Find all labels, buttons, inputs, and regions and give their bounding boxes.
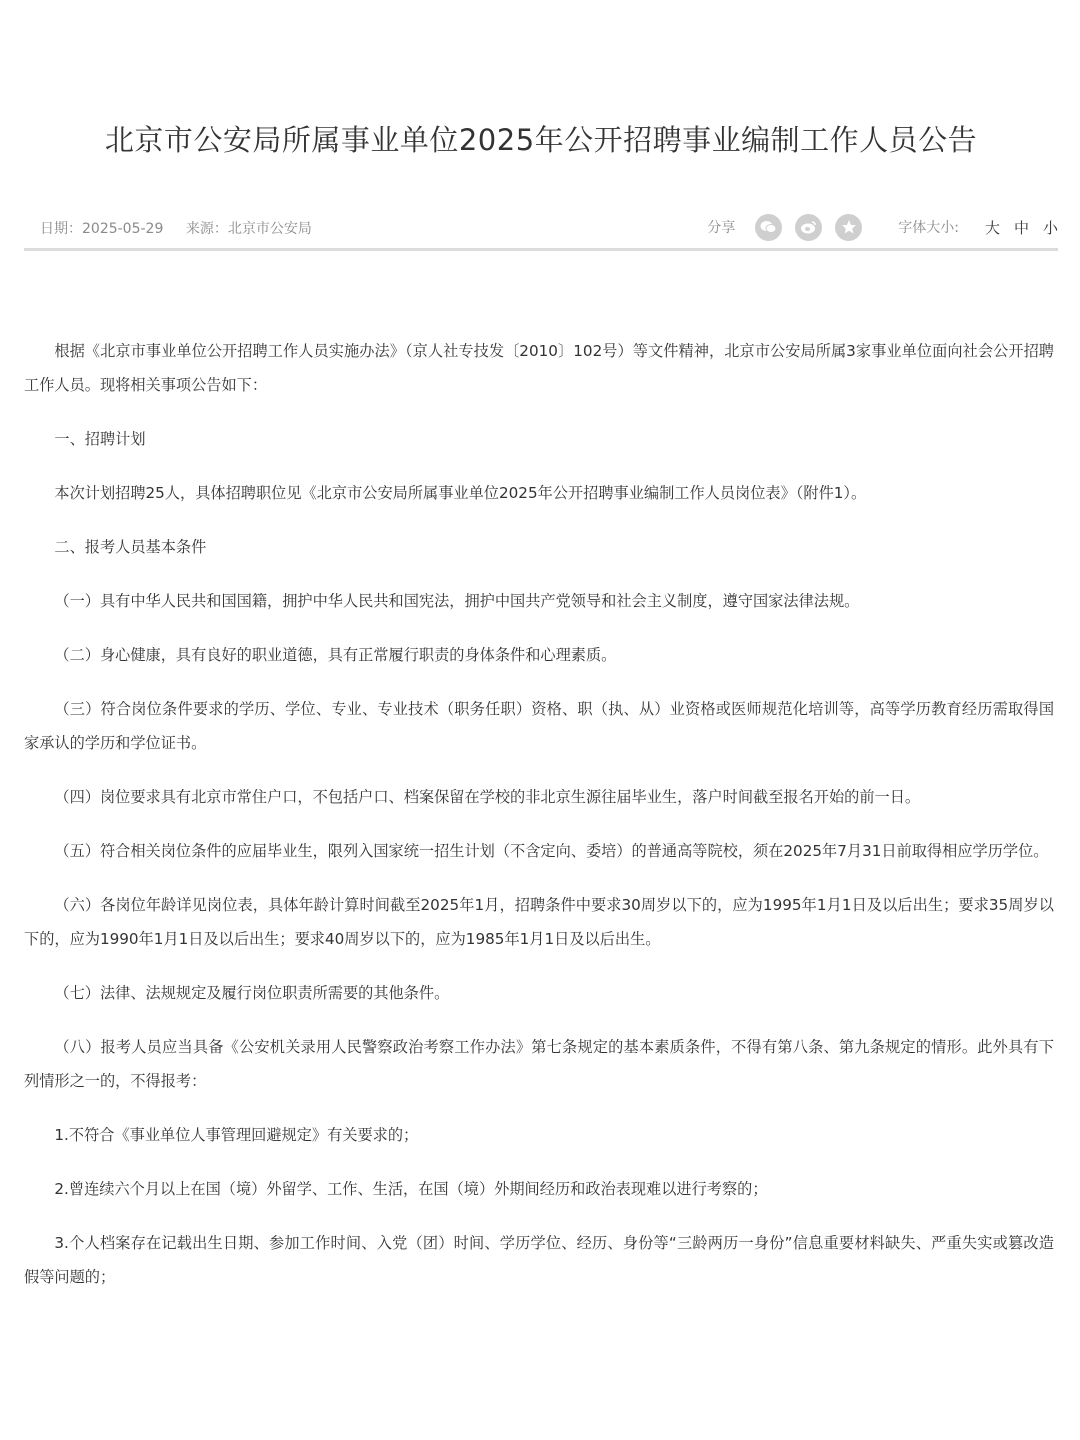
article-source: 来源：北京市公安局 bbox=[185, 221, 312, 237]
publish-date: 日期：2025-05-29 bbox=[40, 221, 164, 237]
article-meta-bar bbox=[24, 206, 1058, 251]
body-paragraph: 3.个人档案存在记载出生日期、参加工作时间、入党（团）时间、学历学位、经历、身份等“三龄两历一身份”信息重要材料缺失、严重失实或篡改造假等问题的； bbox=[24, 1234, 1054, 1286]
body-paragraph: 1.不符合《事业单位人事管理回避规定》有关要求的； bbox=[54, 1126, 419, 1144]
article-meta-info bbox=[40, 218, 330, 238]
body-paragraph: （二）身心健康，具有良好的职业道德，具有正常履行职责的身体条件和心理素质。 bbox=[54, 646, 617, 664]
article-body bbox=[24, 334, 1054, 1314]
article-tools bbox=[707, 212, 1058, 242]
font-size-small-button[interactable]: 小 bbox=[1042, 218, 1058, 237]
body-paragraph: 本次计划招聘25人，具体招聘职位见《北京市公安局所属事业单位2025年公开招聘事业编制工作人员岗位表》（附件1）。 bbox=[54, 484, 867, 502]
body-paragraph: （四）岗位要求具有北京市常住户口，不包括户口、档案保留在学校的非北京生源往届毕业生，落户时间截至报名开始的前一日。 bbox=[54, 788, 921, 806]
section-heading: 一、招聘计划 bbox=[54, 430, 146, 448]
body-paragraph: （八）报考人员应当具备《公安机关录用人民警察政治考察工作办法》第七条规定的基本素质条件，不得有第八条、第九条规定的情形。此外具有下列情形之一的，不得报考： bbox=[24, 1038, 1054, 1090]
body-paragraph: （五）符合相关岗位条件的应届毕业生，限列入国家统一招生计划（不含定向、委培）的普通高等院校，须在2025年7月31日前取得相应学历学位。 bbox=[54, 842, 1049, 860]
font-size-medium-button[interactable]: 中 bbox=[1013, 218, 1029, 237]
page-title: 北京市公安局所属事业单位2025年公开招聘事业编制工作人员公告 bbox=[104, 123, 978, 157]
section-heading: 二、报考人员基本条件 bbox=[54, 538, 207, 556]
wechat-icon[interactable] bbox=[755, 214, 782, 241]
intro-paragraph: 根据《北京市事业单位公开招聘工作人员实施办法》（京人社专技发〔2010〕102号）等文件精神，北京市公安局所属3家事业单位面向社会公开招聘工作人员。现将相关事项公告如下： bbox=[24, 342, 1054, 394]
body-paragraph: 2.曾连续六个月以上在国（境）外留学、工作、生活，在国（境）外期间经历和政治表现难以进行考察的； bbox=[54, 1180, 768, 1198]
share-label: 分享 bbox=[707, 220, 736, 236]
font-size-large-button[interactable]: 大 bbox=[984, 218, 1000, 237]
body-paragraph: （六）各岗位年龄详见岗位表，具体年龄计算时间截至2025年1月，招聘条件中要求30周岁以下的，应为1995年1月1日及以后出生；要求35周岁以下的，应为1990年1月1日及以后出生；要求40周岁以下的，应为1985年1月1日及以后出生。 bbox=[24, 896, 1054, 948]
font-size-label: 字体大小: bbox=[898, 220, 959, 236]
body-paragraph: （一）具有中华人民共和国国籍，拥护中华人民共和国宪法，拥护中国共产党领导和社会主义制度，遵守国家法律法规。 bbox=[54, 592, 860, 610]
article-page bbox=[24, 0, 1058, 1440]
body-paragraph: （三）符合岗位条件要求的学历、学位、专业、专业技术（职务任职）资格、职（执、从）业资格或医师规范化培训等，高等学历教育经历需取得国家承认的学历和学位证书。 bbox=[24, 700, 1054, 752]
favorite-icon[interactable] bbox=[835, 214, 862, 241]
body-paragraph: （七）法律、法规规定及履行岗位职责所需要的其他条件。 bbox=[54, 984, 450, 1002]
weibo-icon[interactable] bbox=[795, 214, 822, 241]
